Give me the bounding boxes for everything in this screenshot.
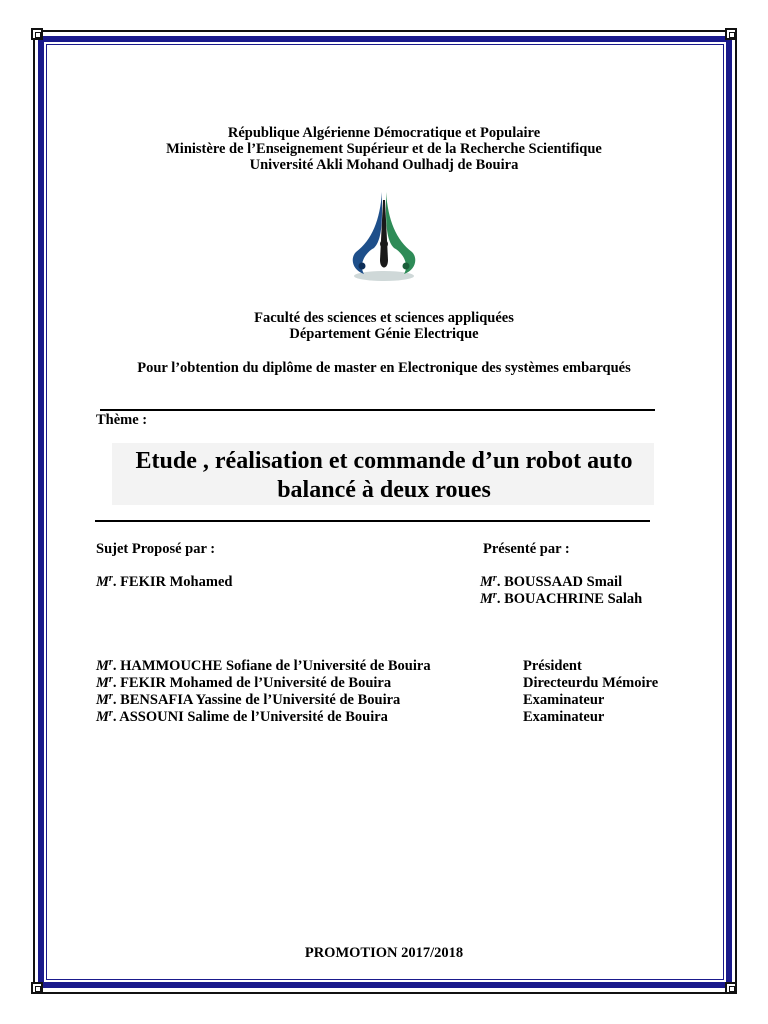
corner-ornament-icon — [725, 982, 737, 994]
person-name: FEKIR Mohamed — [120, 574, 233, 590]
diploma-statement: Pour l’obtention du diplôme de master en Electronique des systèmes embarqués — [137, 360, 631, 376]
title-prefix-sup: r — [108, 708, 113, 719]
title-prefix-sup: r — [108, 674, 113, 685]
faculty-name: Faculté des sciences et sciences appliquées — [254, 310, 514, 326]
thesis-title-line-2: balancé à deux roues — [277, 477, 491, 503]
title-prefix-sup: r — [492, 573, 497, 584]
corner-ornament-icon — [31, 28, 43, 40]
title-prefix-sup: r — [492, 590, 497, 601]
student-name: $M^r$. BOUSSAAD Smail — [480, 573, 623, 590]
presented-by-label: Présenté par : — [483, 541, 570, 557]
jury-role: Directeurdu Mémoire — [523, 675, 659, 691]
title-prefix: M — [96, 692, 109, 708]
title-prefix: M — [96, 574, 109, 590]
jury-member: $M^r$. ASSOUNI Salime de l’Université de Bouira — [96, 708, 388, 725]
title-prefix: M — [480, 591, 493, 607]
divider-line — [95, 520, 650, 522]
person-name: BOUSSAAD Smail — [504, 574, 623, 590]
jury-member-name: HAMMOUCHE Sofiane de l’Université de Bouira — [120, 658, 431, 674]
jury-member-name: FEKIR Mohamed de l’Université de Bouira — [120, 675, 392, 691]
theme-label: Thème : — [96, 412, 148, 428]
ministry-name: Ministère de l’Enseignement Supérieur et de la Recherche Scientifique — [166, 141, 602, 157]
promotion-year: PROMOTION 2017/2018 — [304, 945, 464, 961]
title-prefix: M — [96, 709, 109, 725]
jury-member-name: BENSAFIA Yassine de l’Université de Bouira — [120, 692, 401, 708]
title-prefix-sup: r — [108, 573, 113, 584]
person-name: BOUACHRINE Salah — [504, 591, 643, 607]
title-prefix: M — [96, 658, 109, 674]
corner-ornament-icon — [31, 982, 43, 994]
page-border-inner — [46, 44, 724, 980]
jury-role: Président — [523, 658, 582, 674]
supervisor-name: $M^r$. FEKIR Mohamed — [96, 573, 233, 590]
jury-role: Examinateur — [523, 709, 605, 725]
title-prefix: M — [96, 675, 109, 691]
university-name: Université Akli Mohand Oulhadj de Bouira — [249, 157, 519, 173]
title-prefix: M — [480, 574, 493, 590]
jury-role: Examinateur — [523, 692, 605, 708]
university-logo-icon — [344, 190, 424, 286]
proposed-by-label: Sujet Proposé par : — [96, 541, 216, 557]
jury-member: $M^r$. FEKIR Mohamed de l’Université de Bouira — [96, 674, 392, 691]
thesis-title-line-1: Etude , réalisation et commande d’un robot auto — [135, 448, 633, 474]
student-name: $M^r$. BOUACHRINE Salah — [480, 590, 643, 607]
department-name: Département Génie Electrique — [289, 326, 479, 342]
divider-line — [100, 409, 655, 411]
republic-name: République Algérienne Démocratique et Populaire — [227, 125, 541, 141]
corner-ornament-icon — [725, 28, 737, 40]
jury-member: $M^r$. BENSAFIA Yassine de l’Université de Bouira — [96, 691, 401, 708]
title-prefix-sup: r — [108, 691, 113, 702]
title-prefix-sup: r — [108, 657, 113, 668]
jury-member: $M^r$. HAMMOUCHE Sofiane de l’Université de Bouira — [96, 657, 431, 674]
jury-member-name: ASSOUNI Salime de l’Université de Bouira — [119, 709, 388, 725]
